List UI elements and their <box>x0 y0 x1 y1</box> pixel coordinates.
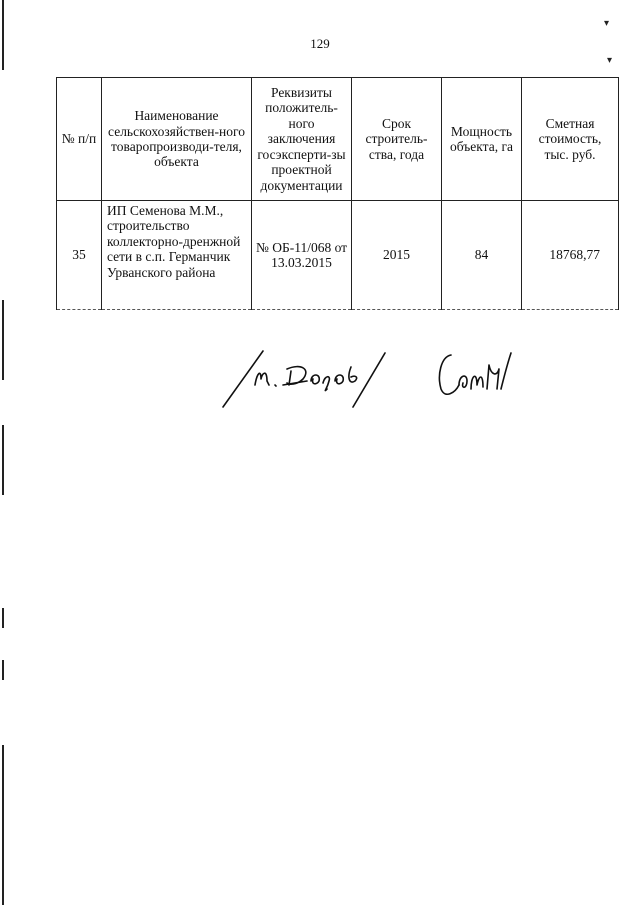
cell-requisites: № ОБ-11/068 от 13.03.2015 <box>252 201 352 310</box>
margin-mark <box>2 608 4 628</box>
signature-dadov <box>223 351 385 407</box>
corner-mark: ▾ <box>607 55 613 66</box>
margin-mark <box>2 660 4 680</box>
cell-name: ИП Семенова М.М., строительство коллекторно-дренжной сети в с.п. Германчик Урванского района <box>102 201 252 310</box>
margin-mark <box>2 745 4 905</box>
margin-mark <box>2 425 4 495</box>
margin-mark <box>2 0 4 70</box>
cell-number: 35 <box>57 201 102 310</box>
margin-mark <box>2 300 4 380</box>
corner-mark: ▾ <box>604 18 610 29</box>
header-term: Срок строитель-ства, года <box>352 78 442 201</box>
table-header-row <box>57 78 619 201</box>
cell-capacity: 84 <box>442 201 522 310</box>
header-number: № п/п <box>57 78 102 201</box>
cell-cost: 18768,77 <box>522 201 619 310</box>
signature-area <box>215 345 535 415</box>
header-cost: Сметная стоимость, тыс. руб. <box>522 78 619 201</box>
document-table <box>56 77 619 310</box>
header-name: Наименование сельскохозяйствен-ного товаропроизводи-теля, объекта <box>102 78 252 201</box>
cell-term: 2015 <box>352 201 442 310</box>
table-row <box>57 201 619 310</box>
page-number: 129 <box>310 36 330 51</box>
signature-image <box>215 345 535 415</box>
header-requisites: Реквизиты положитель-ного заключения госэксперти-зы проектной документации <box>252 78 352 201</box>
signature-second <box>439 353 511 394</box>
header-capacity: Мощность объекта, га <box>442 78 522 201</box>
